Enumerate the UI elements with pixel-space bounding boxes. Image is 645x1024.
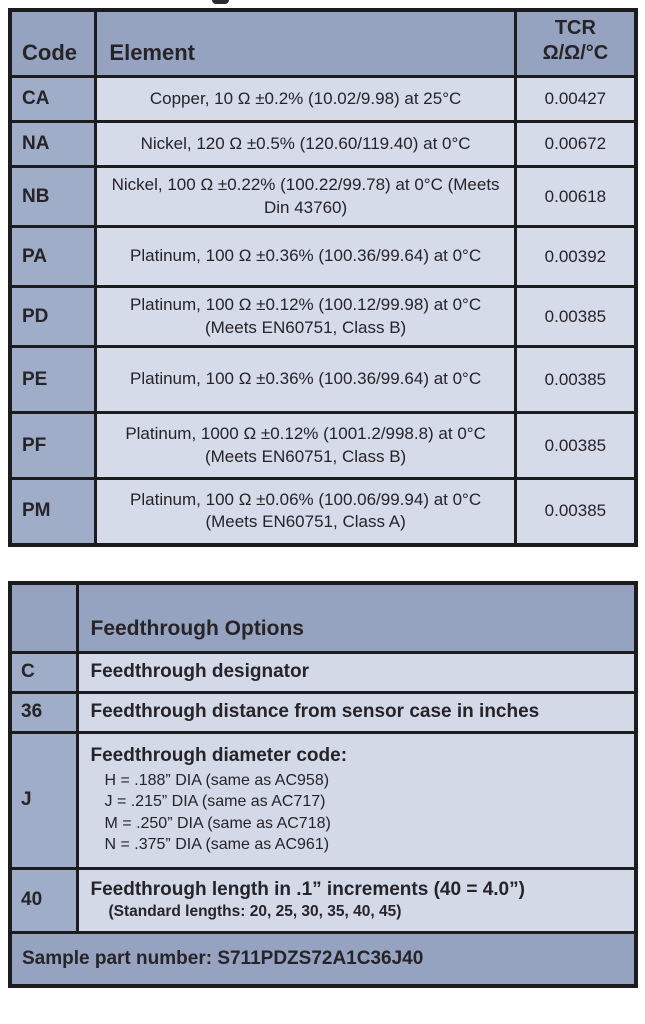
- diameter-option: M = .250” DIA (same as AC718): [104, 814, 331, 832]
- feedthrough-description: [77, 732, 636, 868]
- feedthrough-code: J: [10, 732, 77, 868]
- element-description: Nickel, 120 Ω ±0.5% (120.60/119.40) at 0°C: [96, 122, 515, 167]
- feedthrough-options-table: [8, 581, 638, 988]
- element-table-header-row: [10, 10, 636, 77]
- table-row: [10, 347, 636, 413]
- sample-part-number-row: [10, 932, 636, 986]
- element-description: Platinum, 100 Ω ±0.12% (100.12/99.98) at 0°C (Meets EN60751, Class B): [96, 287, 515, 347]
- column-header-code: Code: [10, 10, 96, 77]
- element-description: Platinum, 1000 Ω ±0.12% (1001.2/998.8) at 0°C (Meets EN60751, Class B): [96, 413, 515, 479]
- tcr-value: 0.00392: [515, 227, 636, 287]
- element-description: Platinum, 100 Ω ±0.36% (100.36/99.64) at 0°C: [96, 347, 515, 413]
- element-code: PM: [10, 479, 96, 545]
- feedthrough-description: Feedthrough designator: [77, 652, 636, 692]
- element-code-table: [8, 8, 638, 547]
- element-description: Platinum, 100 Ω ±0.36% (100.36/99.64) at 0°C: [96, 227, 515, 287]
- element-code: PE: [10, 347, 96, 413]
- element-code: NA: [10, 122, 96, 167]
- tcr-value: 0.00385: [515, 413, 636, 479]
- feedthrough-description: [77, 868, 636, 932]
- tcr-value: 0.00427: [515, 77, 636, 122]
- element-code: CA: [10, 77, 96, 122]
- diameter-option: J = .215” DIA (same as AC717): [104, 793, 326, 811]
- element-description: Copper, 10 Ω ±0.2% (10.02/9.98) at 25°C: [96, 77, 515, 122]
- element-description: Nickel, 100 Ω ±0.22% (100.22/99.78) at 0°C (Meets Din 43760): [96, 167, 515, 227]
- table-row: [10, 77, 636, 122]
- feedthrough-header-row: [10, 583, 636, 653]
- diameter-option: H = .188” DIA (same as AC958): [104, 771, 330, 789]
- tcr-header-line2: Ω/Ω/°C: [542, 42, 609, 64]
- diameter-option: N = .375” DIA (same as AC961): [104, 836, 330, 854]
- column-header-element: Element: [96, 10, 515, 77]
- tcr-header-line1: TCR: [554, 17, 596, 39]
- tcr-value: 0.00385: [515, 479, 636, 545]
- feedthrough-code: 36: [10, 692, 77, 732]
- table-row: [10, 167, 636, 227]
- feedthrough-header-empty-cell: [10, 583, 77, 653]
- element-code: PF: [10, 413, 96, 479]
- element-code: NB: [10, 167, 96, 227]
- sample-part-number: Sample part number: S711PDZS72A1C36J40: [10, 932, 636, 986]
- diameter-code-options: [91, 768, 627, 856]
- table-row: [10, 287, 636, 347]
- table-row: [10, 692, 636, 732]
- table-row: [10, 413, 636, 479]
- feedthrough-description: Feedthrough distance from sensor case in inches: [77, 692, 636, 732]
- tcr-value: 0.00385: [515, 347, 636, 413]
- datasheet-page: [8, 8, 638, 988]
- table-row: [10, 227, 636, 287]
- column-header-tcr: [515, 10, 636, 77]
- tcr-value: 0.00618: [515, 167, 636, 227]
- feedthrough-code: C: [10, 652, 77, 692]
- cropped-title-fragment: [212, 0, 229, 4]
- table-row: [10, 652, 636, 692]
- element-code: PD: [10, 287, 96, 347]
- table-row: [10, 732, 636, 868]
- table-row: [10, 479, 636, 545]
- tcr-value: 0.00385: [515, 287, 636, 347]
- element-code: PA: [10, 227, 96, 287]
- feedthrough-code: 40: [10, 868, 77, 932]
- element-description: Platinum, 100 Ω ±0.06% (100.06/99.94) at 0°C (Meets EN60751, Class A): [96, 479, 515, 545]
- standard-lengths-note: (Standard lengths: 20, 25, 30, 35, 40, 45): [108, 903, 402, 921]
- table-row: [10, 122, 636, 167]
- diameter-code-heading: Feedthrough diameter code:: [90, 744, 348, 766]
- length-heading: Feedthrough length in .1” increments (40 = 4.0”): [90, 879, 525, 901]
- feedthrough-table-title: Feedthrough Options: [77, 583, 636, 653]
- tcr-value: 0.00672: [515, 122, 636, 167]
- table-row: [10, 868, 636, 932]
